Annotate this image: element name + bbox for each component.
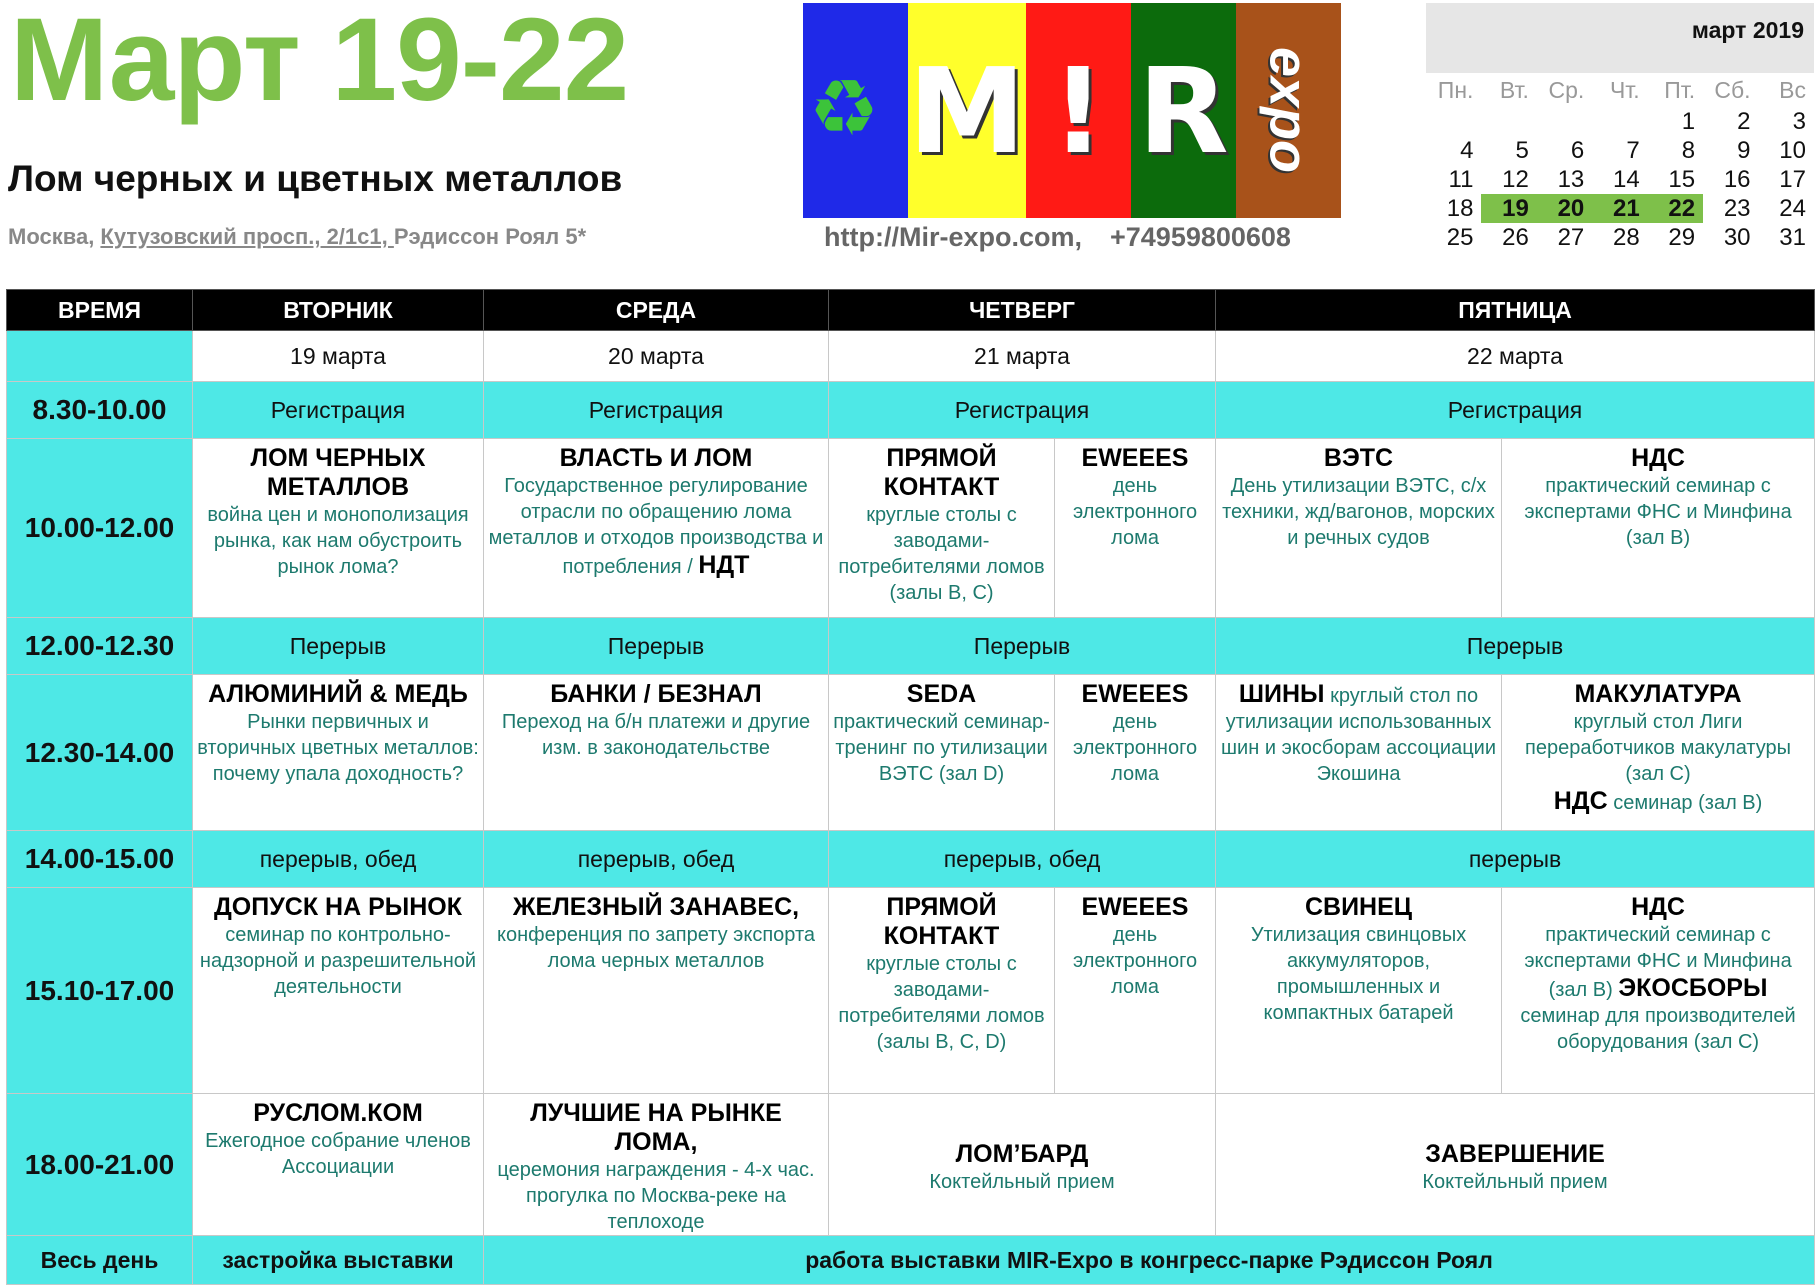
time-slot: 12.00-12.30 — [7, 618, 193, 675]
session-cell — [1055, 675, 1216, 831]
session-cell — [1502, 439, 1815, 618]
session-title: ПРЯМОЙ КОНТАКТ — [883, 893, 1000, 950]
session-cell — [193, 888, 484, 1094]
session-cell — [1216, 675, 1502, 831]
allday-exhibition: работа выставки MIR-Expo в конгресс-парке Рэдиссон Роял — [484, 1236, 1815, 1285]
time-slot: 14.00-15.00 — [7, 831, 193, 888]
logo-yellow-panel — [908, 3, 1025, 218]
calendar-day: 28 — [1612, 223, 1640, 251]
address-city: Москва, — [8, 224, 101, 249]
calendar-day: 4 — [1460, 136, 1474, 164]
session-description: круглые столы с заводами-потребителями ломов (залы B, C) — [838, 504, 1045, 604]
break-cell: Перерыв — [829, 618, 1216, 675]
recycle-globe-icon: ♻ — [809, 64, 879, 152]
weekday-label: Вт. — [1499, 76, 1529, 103]
calendar-day: 5 — [1515, 136, 1529, 164]
calendar-day: 3 — [1792, 107, 1806, 135]
header-friday: ПЯТНИЦА — [1216, 290, 1815, 331]
calendar-day: 16 — [1723, 165, 1751, 193]
session-description: круглые столы с заводами-потребителями ломов (залы B, C, D) — [838, 953, 1045, 1053]
session-title: ЖЕЛЕЗНЫЙ ЗАНАВЕС, — [512, 893, 800, 921]
session-description: практический семинар с экспертами ФНС и Минфина (зал B) — [1524, 475, 1792, 549]
logo-letter: M — [908, 41, 1026, 180]
calendar-day — [1592, 107, 1647, 136]
schedule-table — [6, 289, 1815, 1285]
session-title: НДС — [1631, 893, 1685, 921]
date-tuesday: 19 марта — [193, 331, 484, 382]
session-description: война цен и монополизация рынка, как нам обустроить рынок лома? — [207, 504, 469, 578]
website-link[interactable]: http://Mir-expo.com, — [824, 222, 1082, 252]
session-description: практический семинар-тренинг по утилизации ВЭТС (зал D) — [833, 711, 1050, 785]
calendar — [1426, 3, 1814, 252]
calendar-day: 11 — [1448, 165, 1474, 193]
session-title: СВИНЕЦ — [1304, 893, 1413, 921]
break-row — [7, 618, 1815, 675]
session-description: Коктейльный прием — [1422, 1170, 1608, 1193]
session-title: EWEEES — [1081, 893, 1189, 921]
session-title: ШИНЫ — [1238, 680, 1325, 708]
session-cell — [829, 888, 1055, 1094]
calendar-day: 17 — [1779, 165, 1806, 193]
calendar-day: 26 — [1502, 223, 1529, 251]
page-title: Март 19-22 — [10, 0, 629, 126]
session-cell — [1055, 888, 1216, 1094]
session-cell — [193, 1094, 484, 1236]
contacts — [824, 222, 1319, 253]
registration-cell: Регистрация — [484, 382, 829, 439]
session-description: семинар для производителей оборудования (зал C) — [1520, 1005, 1796, 1053]
session-title: ЛОМ’БАРД — [955, 1139, 1089, 1168]
calendar-day: 7 — [1626, 136, 1640, 164]
session-row-4 — [7, 1094, 1815, 1236]
registration-cell: Регистрация — [829, 382, 1216, 439]
session-title: EWEEES — [1081, 680, 1189, 708]
address-street-link[interactable]: Кутузовский просп., 2/1с1, — [100, 224, 394, 249]
address-venue: Рэдиссон Роял 5* — [393, 224, 587, 249]
session-cell — [484, 1094, 829, 1236]
session-description — [488, 473, 824, 580]
calendar-grid — [1426, 73, 1814, 252]
session-title: ЗАВЕРШЕНИЕ — [1425, 1139, 1605, 1168]
session-cell — [1216, 888, 1502, 1094]
logo-red-panel — [1026, 3, 1131, 218]
session-title: ЛОМ ЧЕРНЫХ МЕТАЛЛОВ — [250, 444, 426, 501]
weekday-label: Ср. — [1548, 76, 1585, 103]
phone-number: +74959800608 — [1110, 222, 1291, 252]
venue-address — [8, 224, 586, 250]
session-title: ЛУЧШИЕ НА РЫНКЕ ЛОМА, — [530, 1099, 782, 1156]
calendar-day: 23 — [1723, 194, 1751, 222]
session-cell — [484, 888, 829, 1094]
calendar-day: 31 — [1779, 223, 1806, 251]
calendar-day: 8 — [1681, 136, 1696, 164]
session-cell — [829, 675, 1055, 831]
session-title: НДС — [1631, 444, 1685, 472]
calendar-day: 13 — [1557, 165, 1585, 193]
calendar-day: 24 — [1779, 194, 1806, 222]
session-row-2 — [7, 675, 1815, 831]
header-tuesday: ВТОРНИК — [193, 290, 484, 331]
header-time: ВРЕМЯ — [7, 290, 193, 331]
session-description: Коктейльный прием — [929, 1170, 1115, 1193]
calendar-day-event: 21 — [1592, 194, 1647, 223]
session-description: Рынки первичных и вторичных цветных металлов: почему упала доходность? — [197, 711, 479, 785]
lunch-cell: перерыв, обед — [484, 831, 829, 888]
logo-letter: ! — [1051, 41, 1106, 180]
session-description: день электронного лома — [1072, 711, 1198, 785]
session-title: ВЭТС — [1323, 444, 1394, 472]
calendar-day: 6 — [1570, 136, 1585, 164]
lunch-cell: перерыв, обед — [193, 831, 484, 888]
registration-row — [7, 382, 1815, 439]
date-thursday: 21 марта — [829, 331, 1216, 382]
session-title-inline: НДТ — [698, 551, 750, 579]
session-description: конференция по запрету экспорта лома черных металлов — [496, 924, 816, 972]
logo-green-panel — [1131, 3, 1236, 218]
calendar-day: 27 — [1557, 223, 1585, 251]
session-description-text: практический семинар с экспертами ФНС и Минфина (зал B) — [1524, 924, 1792, 1001]
session-row-1 — [7, 439, 1815, 618]
session-title: SEDA — [906, 680, 977, 708]
calendar-day: 12 — [1502, 165, 1529, 193]
session-cell — [829, 1094, 1216, 1236]
session-title: АЛЮМИНИЙ & МЕДЬ — [208, 680, 468, 708]
session-cell — [193, 439, 484, 618]
session-description — [1220, 680, 1497, 787]
session-cell — [1502, 675, 1815, 831]
session-description: семинар по контрольно-надзорной и разрешительной деятельности — [199, 924, 477, 998]
break-cell: Перерыв — [484, 618, 829, 675]
logo-letter: R — [1137, 41, 1229, 180]
session-cell — [484, 439, 829, 618]
session-title-inline: НДС — [1553, 787, 1608, 815]
session-title: ВЛАСТЬ И ЛОМ — [559, 444, 753, 472]
calendar-day: 30 — [1723, 223, 1751, 251]
calendar-day: 9 — [1737, 136, 1751, 164]
session-cell — [1502, 888, 1815, 1094]
schedule-header-row — [7, 290, 1815, 331]
calendar-day — [1481, 107, 1536, 136]
session-description: День утилизации ВЭТС, с/х техники, жд/вагонов, морских и речных судов — [1222, 475, 1495, 549]
weekday-label: Пт. — [1664, 76, 1696, 103]
calendar-day: 18 — [1446, 194, 1474, 222]
session-cell — [1055, 439, 1216, 618]
calendar-day-event: 19 — [1481, 194, 1536, 223]
session-description-text: Государственное регулирование отрасли по обращению лома металлов и отходов производства и потребления / — [488, 475, 824, 578]
session-description: круглый стол Лиги переработчиков макулатуры (зал C) — [1525, 711, 1792, 785]
session-title: EWEEES — [1081, 444, 1189, 472]
session-description: Переход на б/н платежи и другие изм. в законодательстве — [501, 711, 811, 759]
session-description-text: круглый стол по утилизации использованных шин и экосборам ассоциации Экошина — [1221, 685, 1497, 785]
registration-cell: Регистрация — [193, 382, 484, 439]
time-slot: 12.30-14.00 — [7, 675, 193, 831]
session-title: ДОПУСК НА РЫНОК — [214, 893, 462, 921]
time-slot: 8.30-10.00 — [7, 382, 193, 439]
session-description — [1506, 787, 1810, 816]
date-wednesday: 20 марта — [484, 331, 829, 382]
session-cell — [1216, 1094, 1815, 1236]
header-wednesday: СРЕДА — [484, 290, 829, 331]
session-description: Ежегодное собрание членов Ассоциации — [205, 1130, 471, 1178]
time-slot: 10.00-12.00 — [7, 439, 193, 618]
calendar-day: 2 — [1737, 107, 1751, 135]
session-title: БАНКИ / БЕЗНАЛ — [550, 680, 762, 708]
session-title: ПРЯМОЙ КОНТАКТ — [883, 444, 1000, 501]
session-title: МАКУЛАТУРА — [1574, 680, 1742, 708]
calendar-day: 15 — [1668, 165, 1696, 193]
session-cell — [193, 675, 484, 831]
header-thursday: ЧЕТВЕРГ — [829, 290, 1216, 331]
lunch-row — [7, 831, 1815, 888]
calendar-day: 29 — [1668, 223, 1696, 251]
session-title: РУСЛОМ.КОМ — [253, 1099, 423, 1127]
weekday-label: Пн. — [1437, 76, 1474, 103]
logo-brown-panel — [1236, 3, 1341, 218]
session-description: день электронного лома — [1072, 475, 1198, 549]
weekday-label: Сб. — [1714, 76, 1751, 103]
lunch-cell: перерыв, обед — [829, 831, 1216, 888]
calendar-day — [1537, 107, 1592, 136]
session-row-3 — [7, 888, 1815, 1094]
calendar-day: 25 — [1446, 223, 1474, 251]
calendar-title: март 2019 — [1426, 3, 1814, 73]
mir-expo-logo — [803, 3, 1341, 218]
break-cell: Перерыв — [1216, 618, 1815, 675]
break-cell: Перерыв — [193, 618, 484, 675]
allday-row — [7, 1236, 1815, 1285]
logo-blue-panel — [803, 3, 908, 218]
dates-row — [7, 331, 1815, 382]
time-slot: 18.00-21.00 — [7, 1094, 193, 1236]
calendar-day-event: 22 — [1648, 194, 1703, 223]
session-cell — [829, 439, 1055, 618]
allday-label: Весь день — [7, 1236, 193, 1285]
date-friday: 22 марта — [1216, 331, 1815, 382]
weekday-label: Вс — [1779, 76, 1806, 103]
time-slot: 15.10-17.00 — [7, 888, 193, 1094]
weekday-label: Чт. — [1609, 76, 1640, 103]
calendar-day-event: 20 — [1537, 194, 1592, 223]
registration-cell: Регистрация — [1216, 382, 1815, 439]
session-title-inline: ЭКОСБОРЫ — [1618, 974, 1768, 1002]
calendar-day: 10 — [1779, 136, 1806, 164]
session-description: день электронного лома — [1072, 924, 1198, 998]
session-description: Утилизация свинцовых аккумуляторов, промышленных и компактных батарей — [1250, 924, 1467, 1024]
calendar-day: 1 — [1681, 107, 1696, 135]
logo-expo-text: expo — [1258, 47, 1319, 174]
session-cell — [1216, 439, 1502, 618]
allday-setup: застройка выставки — [193, 1236, 484, 1285]
session-description-text: семинар (зал B) — [1613, 792, 1763, 814]
event-subtitle: Лом черных и цветных металлов — [8, 158, 623, 199]
session-description — [1506, 922, 1810, 1003]
session-cell — [484, 675, 829, 831]
calendar-day: 14 — [1612, 165, 1640, 193]
empty-cell — [7, 331, 193, 382]
calendar-day — [1426, 107, 1481, 136]
break-cell: перерыв — [1216, 831, 1815, 888]
session-description: церемония награждения - 4-х час. прогулка по Москва-реке на теплоходе — [497, 1159, 815, 1233]
